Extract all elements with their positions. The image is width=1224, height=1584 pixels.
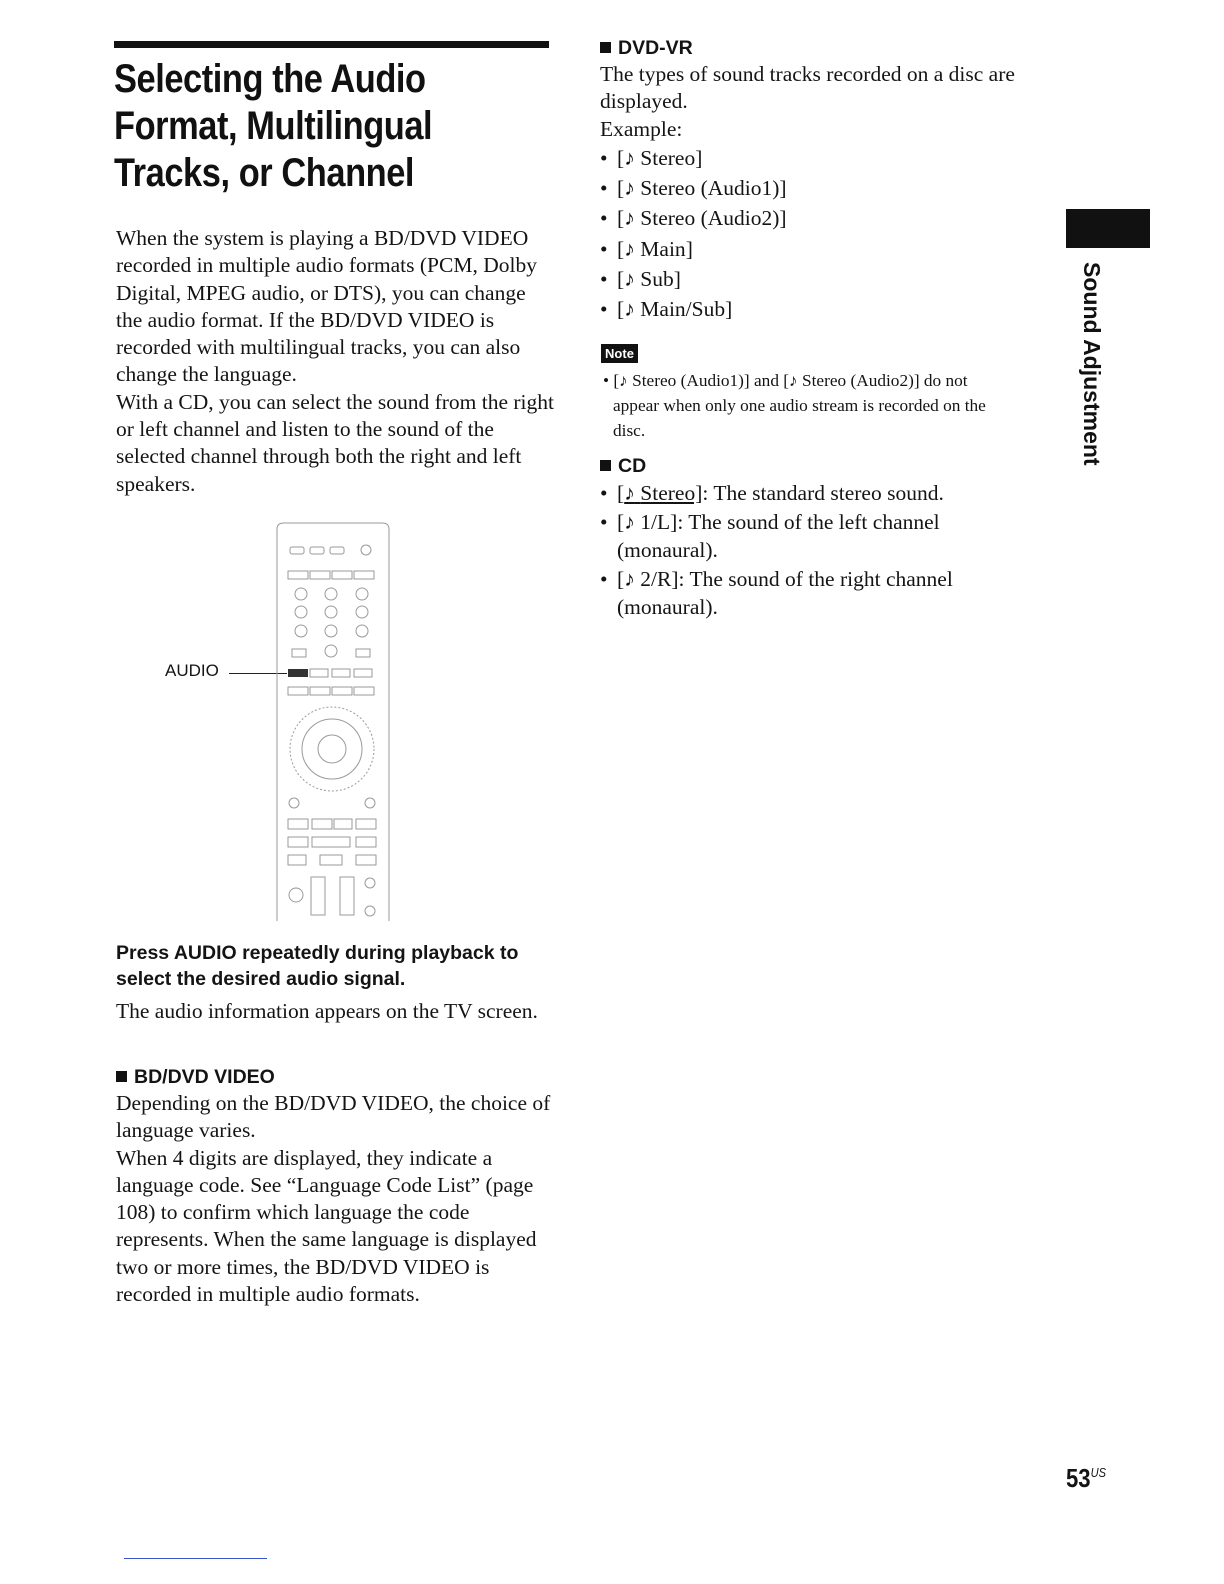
bd-paragraph-2: When 4 digits are displayed, they indicate a language code. See “Language Code List” (page 108) to confirm which language the code represents. When the same language is displayed two or more times, the BD/DVD VIDEO is recorded in multiple audio formats. [116, 1145, 537, 1307]
dvd-vr-item-text: Main [640, 236, 686, 261]
dvd-vr-item-text: Main/Sub [640, 297, 726, 322]
audio-button-highlight [288, 669, 308, 677]
cd-item-desc: : The sound of the right channel [678, 566, 953, 591]
dvd-vr-body: The types of sound tracks recorded on a disc are displayed. [600, 62, 1015, 114]
note-badge-label: Note [605, 346, 634, 361]
dvd-vr-item-text: Stereo (Audio2) [640, 206, 780, 231]
list-item: • [♪ Sub] [600, 267, 681, 292]
cd-section [600, 453, 1040, 622]
intro-text [116, 225, 556, 498]
music-note-icon: ♪ [624, 176, 635, 201]
dvd-vr-item-text: Stereo (Audio1) [640, 176, 780, 201]
note-text-part-1: Stereo (Audio1)] and [ [632, 371, 790, 390]
note-line-1: • [♪ Stereo (Audio1)] and [♪ Stereo (Audio2)] do not [603, 371, 968, 390]
section-square-icon [600, 460, 611, 471]
note-bracket: [ [613, 371, 620, 390]
cd-item-label: 1/L] [640, 509, 678, 534]
intro-paragraph-2: With a CD, you can select the sound from the right or left channel and listen to the sound of the selected channel through both the right and left speakers. [116, 389, 554, 496]
music-note-icon: ♪ [624, 206, 635, 231]
title-rule [114, 41, 549, 48]
dvd-vr-section [600, 35, 1040, 325]
dvd-vr-heading-text: DVD-VR [618, 37, 693, 59]
cd-heading [600, 453, 1040, 479]
cd-item-label: 2/R] [640, 566, 679, 591]
dvd-vr-example-label: Example: [600, 116, 683, 141]
music-note-icon: ♪ [619, 371, 628, 390]
dvd-vr-item-text: Stereo [640, 145, 696, 170]
instruction-body: The audio information appears on the TV screen. [116, 999, 538, 1023]
list-item: • [♪ 1/L]: The sound of the left channel (monaural). [600, 508, 1040, 565]
note-line-2: appear when only one audio stream is recorded on the [613, 396, 986, 415]
section-square-icon [116, 1071, 127, 1082]
list-item: • [♪ 2/R]: The sound of the right channel (monaural). [600, 565, 1040, 622]
cd-heading-text: CD [618, 455, 647, 477]
cd-item-desc: : The standard stereo sound. [702, 481, 944, 505]
page-number [1066, 1463, 1106, 1494]
music-note-icon: ♪ [624, 566, 635, 591]
note-badge [601, 344, 638, 363]
list-item: • [♪ Stereo] [600, 145, 703, 170]
list-item: • [♪ Stereo (Audio1)] [600, 176, 787, 201]
note-line-3: disc. [613, 421, 646, 440]
bd-dvd-video-section [116, 1064, 556, 1308]
cd-stereo-option: [♪ Stereo] [617, 481, 703, 505]
page-number-value: 53 [1066, 1463, 1091, 1493]
music-note-icon: ♪ [624, 297, 635, 322]
intro-paragraph-1: When the system is playing a BD/DVD VIDEO recorded in multiple audio formats (PCM, Dolby Digital, MPEG audio, or DTS), you can change the audio format. If the BD/DVD VIDEO is recorded with multilingual tracks, you can also change the language. [116, 226, 537, 387]
dvd-vr-heading [600, 35, 1040, 61]
music-note-icon: ♪ [789, 371, 798, 390]
bd-paragraph-1: Depending on the BD/DVD VIDEO, the choice of language varies. [116, 1091, 551, 1143]
bd-heading-text: BD/DVD VIDEO [134, 1066, 275, 1088]
list-item: • [♪ Main] [600, 236, 693, 261]
title-line-2: Format, Multilingual [114, 104, 433, 148]
cd-item-desc: : The sound of the left channel [677, 509, 940, 534]
music-note-icon: ♪ [624, 236, 635, 261]
section-square-icon [600, 42, 611, 53]
footer-line [124, 1558, 267, 1559]
bd-dvd-video-heading [116, 1064, 556, 1090]
music-note-icon: ♪ [624, 145, 635, 170]
cd-item-cont: (monaural). [617, 595, 718, 620]
list-item: • [♪ Stereo]: The standard stereo sound. [600, 481, 944, 505]
dvd-vr-item-text: Sub [640, 267, 674, 292]
title-line-3: Tracks, or Channel [114, 151, 415, 195]
section-tab-marker [1066, 209, 1150, 248]
instruction-heading: Press AUDIO repeatedly during playback to select the desired audio signal. [116, 942, 519, 990]
remote-control-illustration [276, 521, 390, 921]
cd-list [600, 479, 1040, 622]
cd-item-cont: (monaural). [617, 538, 718, 563]
cd-item-label: Stereo] [640, 481, 703, 505]
dvd-vr-example-list [600, 143, 1040, 325]
page-title [114, 56, 492, 197]
audio-callout-label: AUDIO [165, 661, 219, 680]
list-item: • [♪ Main/Sub] [600, 297, 733, 322]
music-note-icon: ♪ [624, 481, 635, 505]
list-item: • [♪ Stereo (Audio2)] [600, 206, 787, 231]
music-note-icon: ♪ [624, 509, 635, 534]
music-note-icon: ♪ [624, 267, 635, 292]
section-side-tab [1077, 262, 1107, 474]
side-tab-label: Sound Adjustment [1079, 262, 1105, 466]
title-line-1: Selecting the Audio [114, 57, 426, 101]
note-text-part-2: Stereo (Audio2)] do not [802, 371, 968, 390]
note-text [603, 368, 1043, 443]
page-number-suffix: US [1090, 1465, 1106, 1480]
